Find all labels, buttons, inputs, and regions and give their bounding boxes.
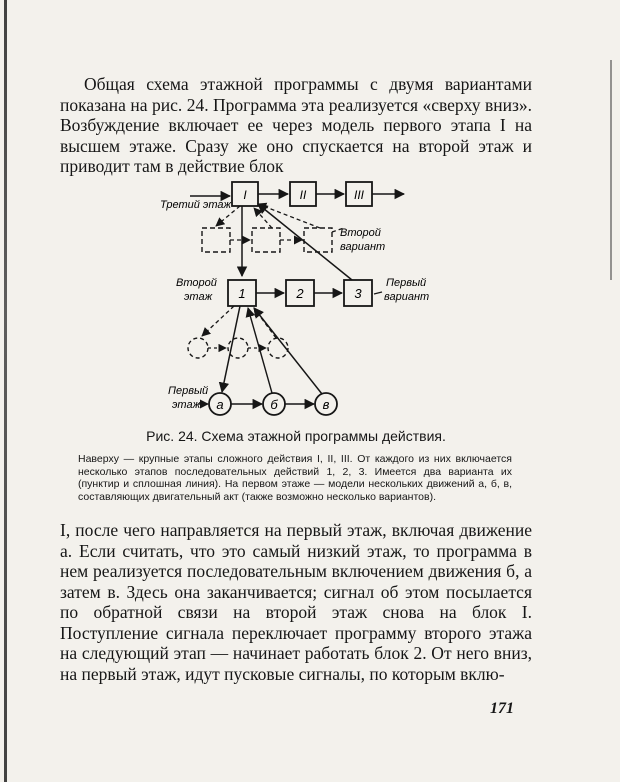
floor-program-diagram	[150, 168, 490, 426]
dashed-block-1	[202, 228, 230, 252]
bottom-node-c-label: в	[322, 397, 330, 412]
dashed-feedback-2	[258, 204, 320, 228]
dashed-down-to-circle	[202, 306, 234, 336]
dashed-block-3	[304, 228, 332, 252]
paragraph-2: I, после чего направляется на первый этаж, включая движение а. Если считать, что это самый низкий этаж, то программа в нем реализуется последовательным включением движения б, а затем в. Здесь она заканчивается; сигнал об этом посылается по обратной связи на второй этаж снова на блок I. Поступление сигнала переключает программу второго этажа на следующий этап — начинает работать блок 2. От него вниз, на первый этаж, идут пусковые сигналы, по которым вклю-	[60, 520, 532, 684]
middle-block-3-label: 3	[354, 286, 362, 301]
first-floor-label-1: Первый	[168, 385, 209, 397]
figure-caption: Рис. 24. Схема этажной программы действия.	[146, 428, 446, 444]
scan-edge-left	[4, 0, 7, 782]
page-number: 171	[490, 700, 514, 717]
first-variant-label-2: вариант	[384, 291, 430, 303]
dashed-feedback-1	[254, 208, 272, 228]
bottom-node-a-label: a	[216, 397, 224, 412]
feedback-c-to-mid1	[254, 308, 322, 394]
top-block-2-label: II	[299, 188, 307, 202]
paragraph-1: Общая схема этажной программы с двумя вариантами показана на рис. 24. Программа эта реализуется «сверху вниз». Возбуждение включает ее через модель первого этапа I на высшем этаже. Сразу же оно спускается на второй этаж и приводит там в действие блок	[60, 74, 532, 176]
first-variant-pointer	[374, 292, 382, 294]
second-floor-label-1: Второй	[176, 277, 217, 289]
second-floor-label-2: этаж	[184, 291, 213, 303]
first-variant-label-1: Первый	[386, 277, 427, 289]
middle-block-2-label: 2	[296, 286, 304, 301]
dashed-circle-1	[188, 338, 208, 358]
second-variant-label-2: вариант	[340, 241, 386, 253]
figure-caption-note: Наверху — крупные этапы сложного действия I, II, III. От каждого из них включается несколько этапов последовательных действий 1, 2, 3. Имеется два варианта их (пунктир и сплошная линия). На первом этаже — модели нескольких движений а, б, в, составляющих двигательный акт (также возможно несколько вариантов).	[78, 453, 512, 503]
first-floor-label-2: этаж	[172, 399, 201, 411]
bottom-node-b-label: б	[270, 397, 278, 412]
top-block-3-label: III	[353, 188, 365, 202]
second-variant-label-1: Второй	[340, 227, 381, 239]
arrow-mid1-to-a	[222, 306, 240, 392]
feedback-mid3-to-top	[258, 204, 352, 280]
third-floor-label: Третий этаж	[160, 199, 232, 211]
dashed-block-2	[252, 228, 280, 252]
scan-edge-right	[610, 60, 612, 280]
top-block-1-label: I	[243, 188, 247, 202]
middle-block-1-label: 1	[238, 286, 246, 301]
